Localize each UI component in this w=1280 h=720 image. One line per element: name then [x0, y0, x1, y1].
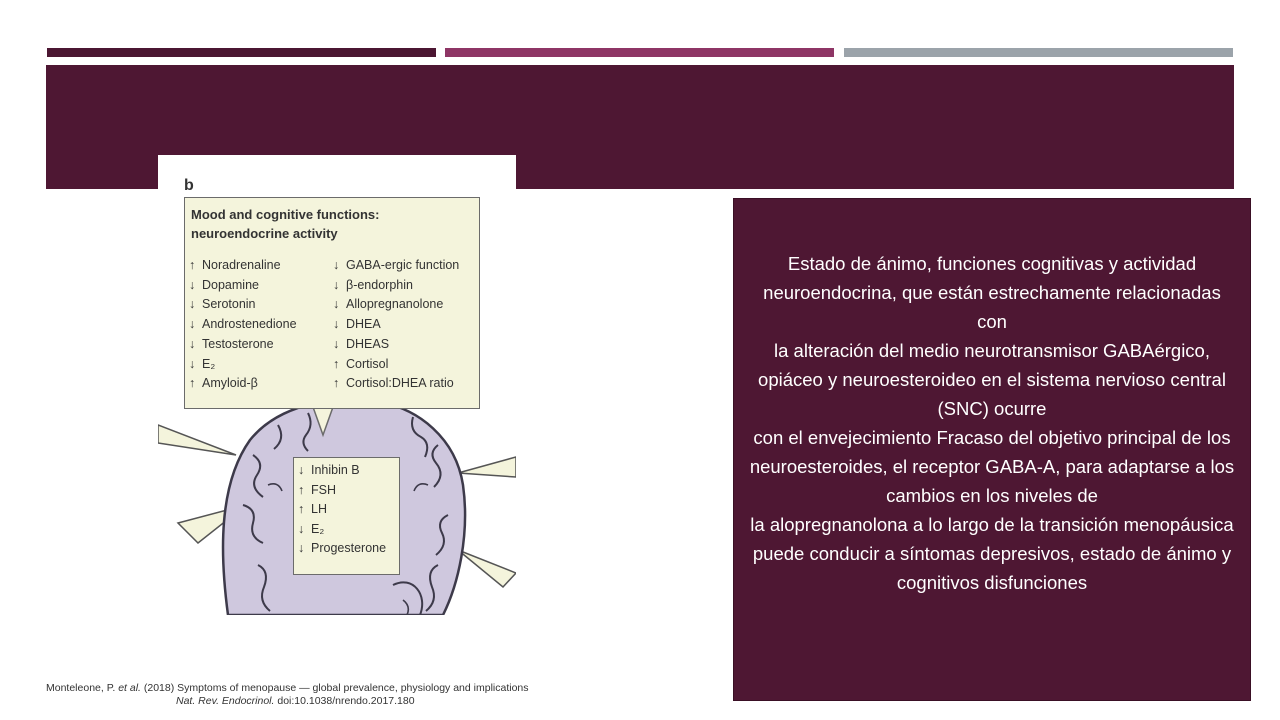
- mood-box-title-line2: neuroendocrine activity: [191, 226, 338, 241]
- arrow-icon: ↓: [333, 317, 340, 332]
- accent-bar-gray: [844, 48, 1233, 57]
- arrow-icon: ↓: [298, 463, 305, 477]
- mood-box-right-column: [333, 256, 459, 394]
- arrow-icon: ↓: [189, 277, 196, 292]
- mood-item: ↑ Cortisol:DHEA ratio: [333, 374, 459, 394]
- arrow-icon: ↓: [189, 356, 196, 371]
- arrow-icon: ↓: [298, 541, 305, 555]
- arrow-icon: ↑: [189, 376, 196, 391]
- pointer-spike-left-upper: [158, 425, 236, 455]
- arrow-icon: ↓: [298, 521, 305, 536]
- description-text: Estado de ánimo, funciones cognitivas y actividad neuroendocrina, que están estrechamente relacionadas con la alteración del medio neurotransmisor GABAérgico, opiáceo y neuroesteroideo en el sistema nervioso central (SNC) ocurre con el envejecimiento Fracaso del objetivo principal de los neuroesteroides, el receptor GABA-A, para adaptarse a los cambios en los niveles de la alopregnanolona a lo largo de la transición menopáusica puede conducir a síntomas depresivos, estado de ánimo y cognitivos disfunciones: [749, 253, 1235, 593]
- arrow-icon: ↓: [333, 258, 340, 272]
- mood-item: ↑ Amyloid-β: [189, 374, 297, 394]
- hormone-item: ↓ Inhibin B: [298, 461, 399, 481]
- mood-item: ↓ Testosterone: [189, 335, 297, 355]
- mood-item: ↑ Noradrenaline: [189, 256, 297, 276]
- mood-item: ↓ DHEA: [333, 315, 459, 335]
- brain-figure: [158, 155, 516, 615]
- hormone-box: [293, 457, 400, 575]
- mood-box-title-line1: Mood and cognitive functions:: [191, 207, 380, 222]
- hormone-item: ↑ LH: [298, 500, 399, 520]
- accent-bar-magenta: [445, 48, 834, 57]
- mood-box-title: [191, 205, 380, 243]
- arrow-icon: ↓: [333, 336, 340, 351]
- citation-line2: Nat. Rev. Endocrinol. doi:10.1038/nrendo.2017.180: [176, 695, 415, 707]
- arrow-icon: ↑: [333, 356, 340, 371]
- arrow-icon: ↑: [189, 258, 196, 272]
- mood-item: ↑ Cortisol: [333, 355, 459, 375]
- arrow-icon: ↑: [298, 502, 305, 516]
- mood-item: ↓ β-endorphin: [333, 276, 459, 296]
- accent-bar-dark: [47, 48, 436, 57]
- panel-letter: b: [184, 177, 194, 194]
- mood-item: ↓ E₂: [189, 355, 297, 375]
- arrow-icon: ↑: [333, 376, 340, 391]
- arrow-icon: ↑: [298, 482, 305, 497]
- mood-item: ↓ Allopregnanolone: [333, 295, 459, 315]
- mood-item: ↓ Androstenedione: [189, 315, 297, 335]
- arrow-icon: ↓: [189, 317, 196, 332]
- hormone-item: ↓ Progesterone: [298, 539, 399, 559]
- mood-item: ↓ Serotonin: [189, 295, 297, 315]
- citation: [46, 682, 646, 708]
- mood-cognitive-box: [184, 197, 480, 409]
- arrow-icon: ↓: [189, 336, 196, 351]
- hormone-item: ↑ FSH: [298, 481, 399, 501]
- pointer-spike-right-low: [458, 550, 516, 587]
- mood-box-left-column: [189, 256, 297, 394]
- mood-item: ↓ Dopamine: [189, 276, 297, 296]
- arrow-icon: ↓: [333, 277, 340, 292]
- pointer-spike-right: [458, 457, 516, 477]
- citation-line1: Monteleone, P. et al. (2018) Symptoms of menopause — global prevalence, physiology and implications: [46, 682, 529, 694]
- description-panel: [733, 198, 1251, 701]
- mood-item: ↓ DHEAS: [333, 335, 459, 355]
- mood-item: ↓ GABA-ergic function: [333, 256, 459, 276]
- hormone-item: ↓ E₂: [298, 520, 399, 540]
- arrow-icon: ↓: [333, 297, 340, 312]
- arrow-icon: ↓: [189, 297, 196, 312]
